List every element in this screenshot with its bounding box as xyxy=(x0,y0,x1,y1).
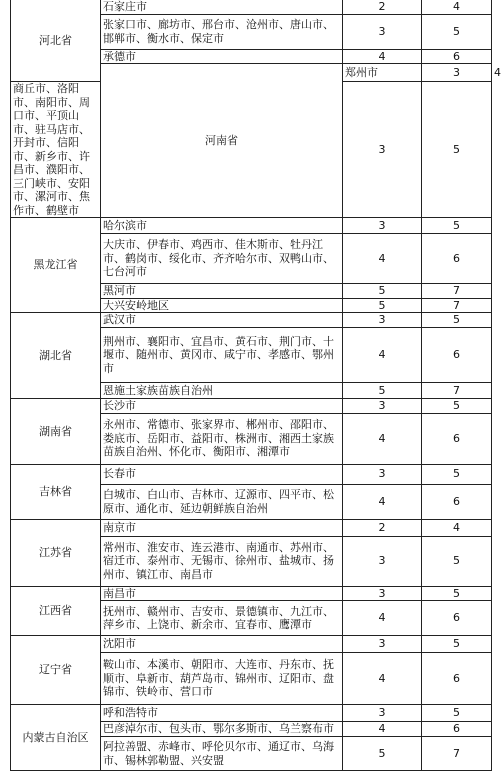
value-b-cell: 7 xyxy=(422,383,492,399)
province-cell: 河南省 xyxy=(101,64,343,218)
value-a-cell: 5 xyxy=(343,737,422,771)
value-b-cell: 6 xyxy=(422,722,492,737)
cities-cell: 大兴安岭地区 xyxy=(101,298,343,313)
value-b-cell: 6 xyxy=(422,49,492,64)
value-a-cell: 3 xyxy=(343,218,422,234)
province-cell: 黑龙江省 xyxy=(11,218,101,313)
value-b-cell: 6 xyxy=(422,234,492,284)
table-row xyxy=(11,0,492,14)
value-b-cell: 7 xyxy=(422,298,492,313)
value-b-cell: 5 xyxy=(422,14,492,49)
value-b-cell: 5 xyxy=(422,82,492,218)
table-row xyxy=(11,705,492,722)
province-cell: 江西省 xyxy=(11,586,101,636)
province-cell: 江苏省 xyxy=(11,519,101,586)
value-a-cell: 3 xyxy=(343,82,422,218)
value-b-cell: 5 xyxy=(422,313,492,328)
cities-cell: 商丘市、洛阳市、南阳市、周口市、平顶山市、驻马店市、开封市、信阳市、新乡市、许昌市、濮阳市、三门峡市、安阳市、漯河市、焦作市、鹤壁市 xyxy=(11,82,101,218)
cities-cell: 沈阳市 xyxy=(101,636,343,653)
table-row xyxy=(11,313,492,328)
value-a-cell: 3 xyxy=(343,313,422,328)
cities-cell: 常州市、淮安市、连云港市、南通市、苏州市、宿迁市、泰州市、无锡市、徐州市、盐城市、扬州市、镇江市、南昌市 xyxy=(101,536,343,586)
value-a-cell: 5 xyxy=(343,383,422,399)
table-row xyxy=(11,218,492,234)
value-a-cell: 3 xyxy=(343,705,422,722)
cities-cell: 大庆市、伊春市、鸡西市、佳木斯市、牡丹江市、鹤岗市、绥化市、齐齐哈尔市、双鸭山市、七台河市 xyxy=(101,234,343,284)
province-cell: 湖北省 xyxy=(11,313,101,399)
region-table-body xyxy=(11,0,501,771)
value-a-cell: 3 xyxy=(343,14,422,49)
value-b-cell: 6 xyxy=(422,601,492,636)
value-b-cell: 5 xyxy=(422,218,492,234)
cities-cell: 石家庄市 xyxy=(101,0,343,14)
value-a-cell: 5 xyxy=(343,284,422,299)
value-a-cell: 5 xyxy=(343,298,422,313)
cities-cell: 张家口市、廊坊市、邢台市、沧州市、唐山市、邯郸市、衡水市、保定市 xyxy=(101,14,343,49)
cities-cell: 南京市 xyxy=(101,519,343,536)
cities-cell: 南昌市 xyxy=(101,586,343,601)
value-a-cell: 3 xyxy=(422,64,492,82)
cities-cell: 鞍山市、本溪市、朝阳市、大连市、丹东市、抚顺市、阜新市、葫芦岛市、锦州市、辽阳市、盘锦市、铁岭市、营口市 xyxy=(101,653,343,705)
value-b-cell: 5 xyxy=(422,399,492,414)
table-row xyxy=(11,636,492,653)
table-row xyxy=(11,586,492,601)
value-a-cell: 2 xyxy=(343,519,422,536)
cities-cell: 长春市 xyxy=(101,464,343,484)
value-b-cell: 5 xyxy=(422,586,492,601)
value-b-cell: 6 xyxy=(422,484,492,519)
value-b-cell: 6 xyxy=(422,653,492,705)
cities-cell: 白城市、白山市、吉林市、辽源市、四平市、松原市、通化市、延边朝鲜族自治州 xyxy=(101,484,343,519)
cities-cell: 呼和浩特市 xyxy=(101,705,343,722)
province-cell: 辽宁省 xyxy=(11,636,101,705)
province-cell: 内蒙古自治区 xyxy=(11,705,101,771)
value-a-cell: 4 xyxy=(343,234,422,284)
table-row xyxy=(11,464,492,484)
table-row: 河南省 郑州市 3 4 xyxy=(11,64,492,82)
value-b-cell: 5 xyxy=(422,636,492,653)
value-a-cell: 4 xyxy=(343,601,422,636)
cities-cell: 承德市 xyxy=(101,49,343,64)
value-a-cell: 4 xyxy=(343,484,422,519)
cities-cell: 恩施土家族苗族自治州 xyxy=(101,383,343,399)
cities-cell: 永州市、常德市、张家界市、郴州市、邵阳市、娄底市、岳阳市、益阳市、株洲市、湘西土家族苗族自治州、怀化市、衡阳市、湘潭市 xyxy=(101,413,343,464)
cities-cell: 巴彦淖尔市、包头市、鄂尔多斯市、乌兰察布市 xyxy=(101,722,343,737)
table-row xyxy=(11,399,492,414)
value-a-cell: 3 xyxy=(343,586,422,601)
value-b-cell: 6 xyxy=(422,413,492,464)
value-a-cell: 4 xyxy=(343,722,422,737)
cities-cell: 武汉市 xyxy=(101,313,343,328)
value-a-cell: 3 xyxy=(343,536,422,586)
value-b-cell: 4 xyxy=(422,0,492,14)
value-b-cell: 4 xyxy=(422,519,492,536)
value-a-cell: 3 xyxy=(343,464,422,484)
value-b-cell: 5 xyxy=(422,464,492,484)
value-b-cell: 7 xyxy=(422,284,492,299)
region-table xyxy=(10,0,501,771)
value-b-cell: 5 xyxy=(422,705,492,722)
cities-cell: 哈尔滨市 xyxy=(101,218,343,234)
value-b-cell: 6 xyxy=(422,328,492,383)
province-cell: 河北省 xyxy=(11,0,101,82)
value-b-cell: 5 xyxy=(422,536,492,586)
value-a-cell: 4 xyxy=(343,49,422,64)
province-cell: 湖南省 xyxy=(11,399,101,465)
province-cell: 吉林省 xyxy=(11,464,101,519)
value-b-cell: 7 xyxy=(422,737,492,771)
cities-cell: 抚州市、赣州市、吉安市、景德镇市、九江市、萍乡市、上饶市、新余市、宜春市、鹰潭市 xyxy=(101,601,343,636)
table-row xyxy=(11,519,492,536)
value-a-cell: 4 xyxy=(343,328,422,383)
value-a-cell: 4 xyxy=(343,653,422,705)
cities-cell: 阿拉善盟、赤峰市、呼伦贝尔市、通辽市、乌海市、锡林郭勒盟、兴安盟 xyxy=(101,737,343,771)
value-a-cell: 3 xyxy=(343,636,422,653)
cities-cell: 郑州市 xyxy=(343,64,422,82)
cities-cell: 荆州市、襄阳市、宜昌市、黄石市、荆门市、十堰市、随州市、黄冈市、咸宁市、孝感市、鄂州市 xyxy=(101,328,343,383)
value-a-cell: 3 xyxy=(343,399,422,414)
value-a-cell: 2 xyxy=(343,0,422,14)
cities-cell: 黑河市 xyxy=(101,284,343,299)
value-a-cell: 4 xyxy=(343,413,422,464)
cities-cell: 长沙市 xyxy=(101,399,343,414)
